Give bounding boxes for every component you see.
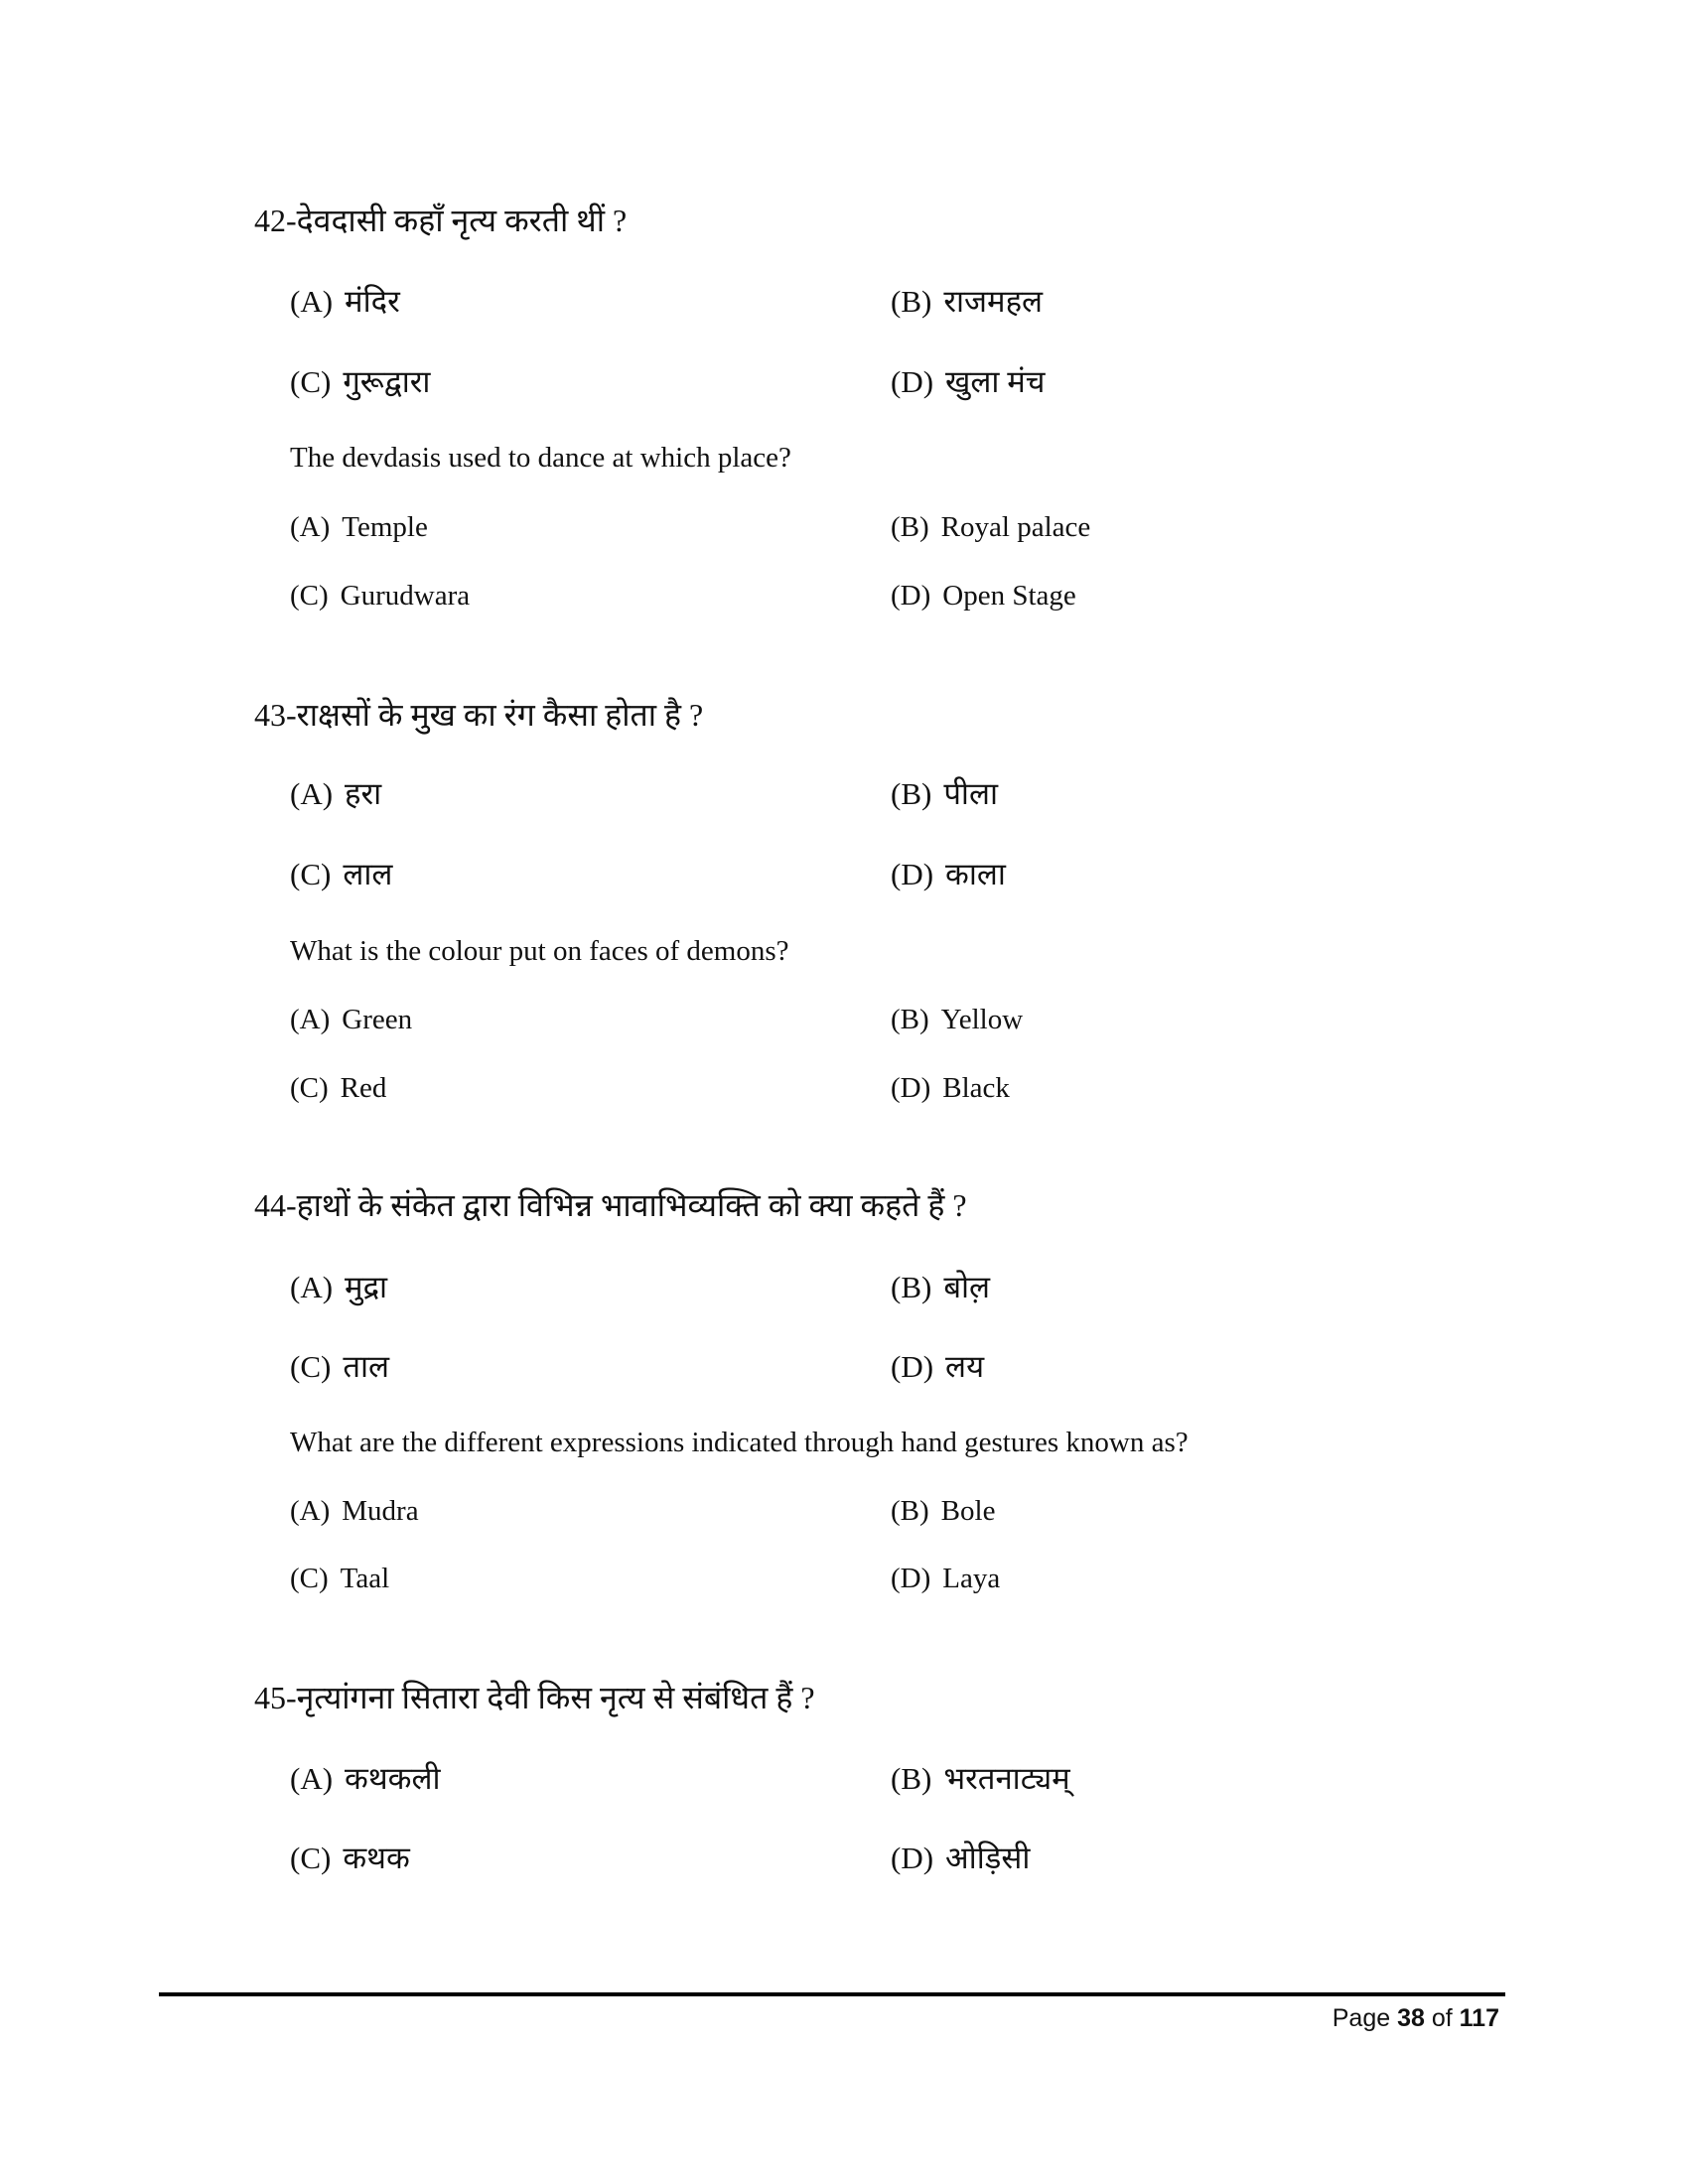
option-label: (C) [290, 1841, 332, 1875]
option-text: ओड़िसी [945, 1841, 1031, 1875]
question-44-english: What are the different expressions indicated through hand gestures known as? [290, 1427, 1189, 1458]
option-label: (B) [891, 1270, 932, 1304]
option-label: (A) [290, 511, 331, 543]
option-text: गुरूद्वारा [343, 364, 431, 399]
question-number: 43- [254, 697, 297, 733]
option-label: (D) [891, 1841, 934, 1875]
option-label: (A) [290, 1270, 334, 1304]
page-prefix: Page [1332, 2004, 1391, 2032]
option-text: ताल [343, 1349, 390, 1384]
question-number: 42- [254, 203, 297, 238]
question-text: राक्षसों के मुख का रंग कैसा होता है ? [296, 697, 704, 733]
option-text: लय [945, 1349, 985, 1384]
option-label: (D) [891, 364, 934, 399]
option-label: (D) [891, 1349, 934, 1384]
q42-english-option-d [891, 576, 1076, 615]
q44-hindi-option-c [290, 1347, 389, 1387]
footer-divider [159, 1992, 1505, 1996]
option-text: लाल [343, 857, 393, 891]
question-text: देवदासी कहाँ नृत्य करती थीं ? [296, 203, 628, 238]
option-text: Bole [940, 1495, 996, 1527]
q44-english-option-c [290, 1559, 389, 1598]
q42-english-option-b [891, 507, 1090, 547]
option-label: (D) [891, 1563, 931, 1594]
option-label: (C) [290, 857, 332, 891]
option-text: Mudra [342, 1495, 419, 1527]
question-number: 45- [254, 1680, 297, 1715]
of-label: of [1431, 2004, 1453, 2032]
option-text: Yellow [940, 1004, 1024, 1035]
question-44-hindi [254, 1185, 967, 1225]
question-43-english: What is the colour put on faces of demons? [290, 935, 789, 967]
option-text: हरा [345, 776, 382, 811]
option-label: (C) [290, 364, 332, 399]
question-45-hindi [254, 1678, 815, 1717]
q43-hindi-option-b [891, 774, 998, 814]
question-42-english: The devdasis used to dance at which place? [290, 442, 791, 474]
option-text: Red [340, 1072, 387, 1104]
question-text: हाथों के संकेत द्वारा विभिन्न भावाभिव्यक्ति को क्या कहते हैं ? [296, 1187, 967, 1223]
q43-english-option-d [891, 1068, 1010, 1108]
total-pages: 117 [1459, 2004, 1499, 2032]
option-label: (A) [290, 1495, 331, 1527]
q43-english-option-b [891, 1000, 1023, 1039]
q45-hindi-option-b [891, 1759, 1070, 1799]
q44-english-option-b [891, 1491, 995, 1531]
option-text: काला [945, 857, 1006, 891]
option-text: Taal [340, 1563, 390, 1594]
q44-hindi-option-b [891, 1268, 990, 1307]
option-text: पीला [943, 776, 999, 811]
q42-english-option-c [290, 576, 470, 615]
q42-hindi-option-c [290, 362, 430, 402]
q44-english-option-a [290, 1491, 419, 1531]
q43-hindi-option-d [891, 855, 1006, 894]
option-text: Gurudwara [340, 580, 471, 612]
option-label: (D) [891, 580, 931, 612]
q45-hindi-option-a [290, 1759, 441, 1799]
option-label: (C) [290, 580, 329, 612]
option-label: (B) [891, 511, 929, 543]
option-text: मुद्रा [345, 1270, 388, 1304]
option-label: (D) [891, 1072, 931, 1104]
q42-hindi-option-b [891, 282, 1043, 322]
q43-english-option-a [290, 1000, 412, 1039]
q44-hindi-option-a [290, 1268, 387, 1307]
option-text: राजमहल [943, 284, 1044, 319]
question-text: नृत्यांगना सितारा देवी किस नृत्य से संबंधित हैं ? [296, 1680, 815, 1715]
option-label: (A) [290, 284, 334, 319]
option-text: भरतनाट्यम् [943, 1761, 1070, 1796]
option-text: Laya [942, 1563, 1001, 1594]
option-text: Open Stage [942, 580, 1076, 612]
page-number [1333, 2001, 1499, 2035]
option-text: बोल़ [943, 1270, 991, 1304]
option-text: कथकली [345, 1761, 441, 1796]
option-text: मंदिर [345, 284, 400, 319]
option-label: (B) [891, 776, 932, 811]
q45-hindi-option-c [290, 1839, 410, 1878]
q43-english-option-c [290, 1068, 386, 1108]
question-43-hindi [254, 695, 703, 735]
option-label: (B) [891, 284, 932, 319]
option-text: Green [342, 1004, 413, 1035]
option-text: Temple [342, 511, 428, 543]
option-label: (C) [290, 1072, 329, 1104]
q44-english-option-d [891, 1559, 1000, 1598]
q43-hindi-option-c [290, 855, 392, 894]
option-label: (B) [891, 1761, 932, 1796]
option-text: खुला मंच [945, 364, 1046, 399]
option-label: (C) [290, 1349, 332, 1384]
option-text: Black [942, 1072, 1010, 1104]
question-42-hindi [254, 201, 627, 240]
q42-hindi-option-a [290, 282, 400, 322]
option-label: (A) [290, 1761, 334, 1796]
option-text: Royal palace [940, 511, 1091, 543]
option-label: (A) [290, 1004, 331, 1035]
q42-hindi-option-d [891, 362, 1045, 402]
option-label: (A) [290, 776, 334, 811]
q44-hindi-option-d [891, 1347, 984, 1387]
option-label: (D) [891, 857, 934, 891]
q45-hindi-option-d [891, 1839, 1030, 1878]
current-page: 38 [1397, 2004, 1425, 2032]
option-label: (C) [290, 1563, 329, 1594]
option-label: (B) [891, 1004, 929, 1035]
option-label: (B) [891, 1495, 929, 1527]
question-number: 44- [254, 1187, 297, 1223]
q42-english-option-a [290, 507, 428, 547]
option-text: कथक [343, 1841, 410, 1875]
q43-hindi-option-a [290, 774, 381, 814]
